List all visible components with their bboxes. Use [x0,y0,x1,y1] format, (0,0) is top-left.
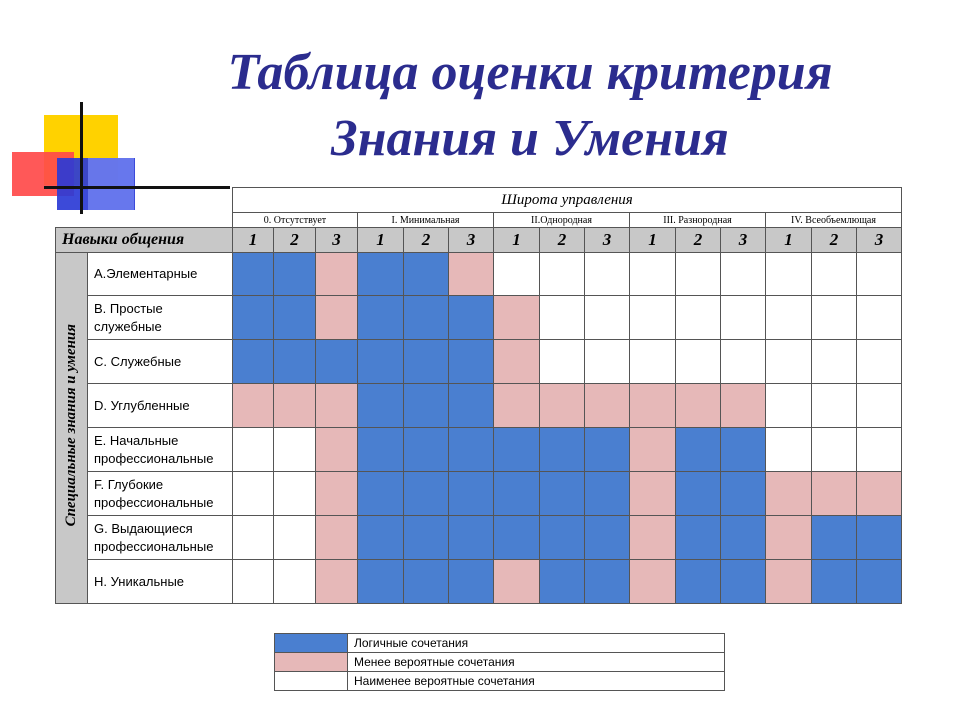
table-cell [766,560,812,604]
table-cell [585,472,630,516]
table-cell [676,253,721,296]
table-cell [540,384,585,428]
table-cell [721,472,766,516]
table-cell [766,253,812,296]
table-cell [857,253,902,296]
table-cell [274,428,316,472]
header-level-2-2: 3 [585,228,630,253]
header-level-2-1: 2 [540,228,585,253]
table-cell [404,253,449,296]
table-cell [540,340,585,384]
table-cell [766,516,812,560]
header-level-4-0: 1 [766,228,812,253]
table-cell [857,340,902,384]
table-cell [494,384,540,428]
table-cell [316,516,358,560]
table-cell [358,253,404,296]
table-row [56,428,902,472]
header-level-1-0: 1 [358,228,404,253]
table-cell [404,296,449,340]
header-group-4: IV. Всеобъемлющая [766,213,902,228]
legend-row [275,672,725,691]
table-cell [358,428,404,472]
header-level-1-1: 2 [404,228,449,253]
table-cell [233,296,274,340]
table-corner [56,188,233,228]
header-group-0: 0. Отсутствует [233,213,358,228]
legend-label: Менее вероятные сочетания [348,653,725,672]
table-cell [233,516,274,560]
header-group-2: II.Однородная [494,213,630,228]
table-cell [630,560,676,604]
header-communication-skills: Навыки общения [56,228,233,253]
table-cell [540,560,585,604]
header-level-3-1: 2 [676,228,721,253]
table-cell [766,340,812,384]
table-cell [721,253,766,296]
table-cell [630,428,676,472]
table-cell [721,296,766,340]
table-cell [358,472,404,516]
table-cell [449,516,494,560]
table-cell [358,384,404,428]
table-cell [233,472,274,516]
table-row [56,253,902,296]
table-row [56,384,902,428]
header-level-0-1: 2 [274,228,316,253]
legend-swatch [275,653,348,672]
table-cell [721,340,766,384]
table-cell [358,560,404,604]
legend-swatch [275,672,348,691]
table-cell [316,560,358,604]
table-cell [857,428,902,472]
table-cell [766,428,812,472]
table-cell [766,384,812,428]
header-level-1-2: 3 [449,228,494,253]
table-cell [404,560,449,604]
table-cell [630,296,676,340]
table-cell [233,428,274,472]
table-cell [404,384,449,428]
table-cell [540,428,585,472]
vertical-knowledge-text: Специальные знания и умения [63,324,79,527]
table-cell [857,560,902,604]
table-cell [676,384,721,428]
table-cell [630,253,676,296]
row-label: H. Уникальные [88,560,233,604]
row-label: D. Углубленные [88,384,233,428]
header-group-1: I. Минимальная [358,213,494,228]
table-cell [274,384,316,428]
table-cell [676,472,721,516]
table-cell [494,253,540,296]
table-cell [676,340,721,384]
header-level-3-0: 1 [630,228,676,253]
table-cell [316,340,358,384]
table-cell [274,253,316,296]
table-cell [857,384,902,428]
table-cell [316,472,358,516]
table-cell [585,253,630,296]
table-cell [233,384,274,428]
table-cell [585,296,630,340]
table-cell [857,296,902,340]
table-cell [812,384,857,428]
table-cell [404,340,449,384]
table-cell [449,253,494,296]
row-label: A.Элементарные [88,253,233,296]
table-cell [766,472,812,516]
table-cell [812,560,857,604]
legend-row [275,634,725,653]
table-cell [585,428,630,472]
table-cell [494,340,540,384]
legend [274,633,725,691]
table-cell [857,516,902,560]
row-label: C. Служебные [88,340,233,384]
table-cell [358,516,404,560]
table-cell [540,253,585,296]
table-cell [274,560,316,604]
table-cell [316,384,358,428]
table-cell [630,384,676,428]
header-level-3-2: 3 [721,228,766,253]
table-cell [676,296,721,340]
table-cell [494,296,540,340]
table-cell [449,384,494,428]
table-cell [494,428,540,472]
table-row [56,472,902,516]
header-group-3: III. Разнородная [630,213,766,228]
table-cell [630,516,676,560]
table-cell [494,516,540,560]
table-row [56,296,902,340]
table-cell [676,560,721,604]
table-row [56,340,902,384]
table-cell [630,340,676,384]
table-cell [721,516,766,560]
table-cell [812,340,857,384]
table-cell [812,516,857,560]
table-cell [540,516,585,560]
table-cell [585,340,630,384]
header-level-2-0: 1 [494,228,540,253]
table-cell [812,428,857,472]
legend-label: Логичные сочетания [348,634,725,653]
table-cell [233,340,274,384]
table-cell [812,472,857,516]
table-cell [585,516,630,560]
table-cell [676,428,721,472]
table-cell [404,516,449,560]
header-level-4-1: 2 [812,228,857,253]
legend-row [275,653,725,672]
table-cell [274,296,316,340]
table-cell [449,340,494,384]
table-cell [857,472,902,516]
table-cell [721,560,766,604]
table-cell [494,472,540,516]
table-row [56,516,902,560]
table-cell [404,472,449,516]
table-cell [540,296,585,340]
table-cell [585,560,630,604]
title-line-2: Знания и Умения [331,110,729,167]
header-level-0-2: 3 [316,228,358,253]
table-cell [540,472,585,516]
table-cell [449,296,494,340]
header-management-scope: Широта управления [233,188,902,213]
table-cell [233,560,274,604]
row-label: B. Простые служебные [88,296,233,340]
table-cell [721,428,766,472]
table-cell [721,384,766,428]
header-level-0-0: 1 [233,228,274,253]
table-cell [585,384,630,428]
table-cell [233,253,274,296]
table-cell [316,253,358,296]
table-cell [274,340,316,384]
table-cell [316,296,358,340]
row-label: F. Глубокие профессиональные [88,472,233,516]
table-cell [316,428,358,472]
table-cell [358,296,404,340]
table-cell [449,472,494,516]
slide-title [180,40,880,172]
table-cell [812,253,857,296]
table-cell [404,428,449,472]
table-cell [274,516,316,560]
table-cell [274,472,316,516]
title-line-1: Таблица оценки критерия [227,44,833,101]
row-label: G. Выдающиеся профессиональные [88,516,233,560]
legend-swatch [275,634,348,653]
table-row [56,560,902,604]
evaluation-table [55,187,902,604]
table-cell [766,296,812,340]
table-cell [630,472,676,516]
table-cell [676,516,721,560]
table-cell [449,560,494,604]
table-cell [449,428,494,472]
row-label: E. Начальные профессиональные [88,428,233,472]
table-cell [358,340,404,384]
table-cell [494,560,540,604]
table-cell [812,296,857,340]
vertical-knowledge-label [56,253,88,604]
legend-label: Наименее вероятные сочетания [348,672,725,691]
header-level-4-2: 3 [857,228,902,253]
